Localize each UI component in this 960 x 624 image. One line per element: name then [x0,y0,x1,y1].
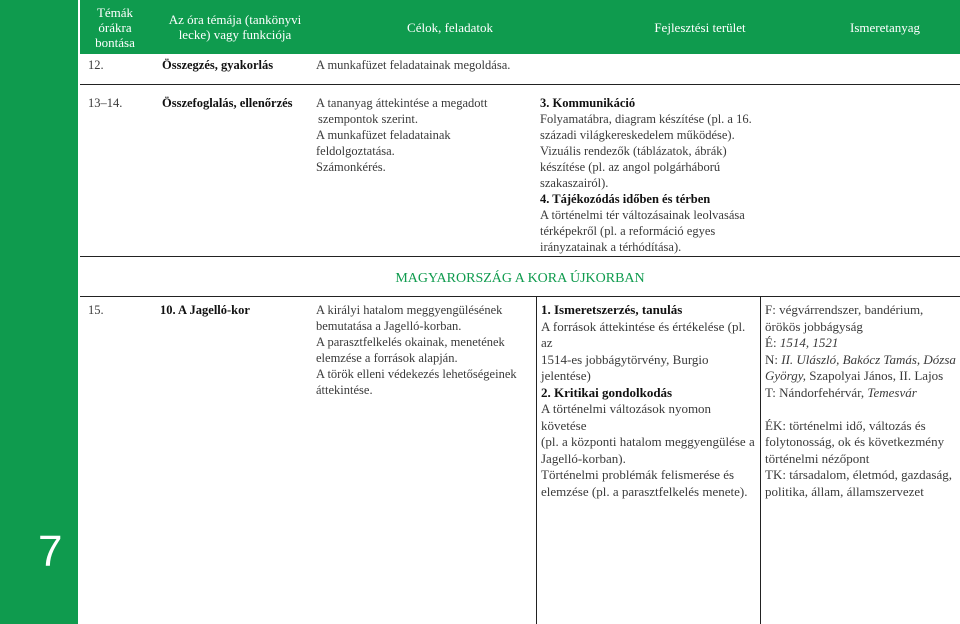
row15-task-line: elemzése a források alapján. [316,351,458,365]
row15-dev-line: A források áttekintése és értékelése (pl. az [541,318,746,350]
page-number: 7 [38,527,63,576]
row13-development [540,95,760,255]
row15-dev-heading: 1. Ismeretszerzés, tanulás [541,302,683,317]
row13-dev-line: Vizuális rendezők (táblázatok, ábrák) [540,144,727,158]
row13-dev-line: irányzatainak a térhódítása). [540,240,682,254]
header-col-lesson: Az óra témája (tankönyvi lecke) vagy funkciója [168,12,302,42]
row13-task-line: A munkafüzet feladatainak feldolgoztatása. [316,128,451,158]
header-col-topics: Témák órákra bontása [95,4,135,50]
row12-number: 12. [88,58,104,72]
knowledge-names: György, Szapolyai János, II. Lajos [765,368,944,383]
row15-tasks [316,302,531,398]
knowledge-ek: ÉK: történelmi idő, változás és [765,417,926,433]
row15-development [541,302,756,500]
row15-lesson: 10. A Jagelló-kor [160,303,250,317]
knowledge-names: N: II. Ulászló, Bakócz Tamás, Dózsa [765,351,956,367]
row12-bottom-border [80,84,960,85]
row15-dev-line: A történelmi változások nyomon követése [541,401,712,433]
row13-dev-line: készítése (pl. az angol polgárháború [540,160,721,174]
row15-task-line: A parasztfelkelés okainak, menetének [316,335,505,349]
row13-dev-line: térképekről (pl. a reformáció egyes [540,224,716,238]
row15-divider [536,297,537,624]
section-bottom-border [80,296,960,297]
row15-task-line: A királyi hatalom meggyengülésének [316,303,503,317]
row13-number: 13–14. [88,96,123,110]
knowledge-concepts: F: végvárrendszer, bandérium, [765,302,924,317]
knowledge-ek: történelmi nézőpont [765,450,870,466]
header-col-goals: Célok, feladatok [407,19,493,35]
row15-number: 15. [88,303,104,317]
row13-dev-line: Folyamatábra, diagram készítése (pl. a 16. [540,112,752,126]
row15-knowledge [765,302,960,500]
row13-dev-line: szakaszairól). [540,176,609,190]
knowledge-tk: TK: társadalom, életmód, gazdaság, [765,467,952,482]
row13-task-line: Számonkérés. [316,160,386,174]
row15-dev-line: elemzése (pl. a parasztfelkelés menete). [541,483,748,499]
row13-tasks [316,95,531,175]
knowledge-tk: politika, állam, államszervezet [765,483,924,499]
knowledge-ek: folytonosság, ok és következmény [765,434,945,449]
row12-topic: Összegzés, gyakorlás [162,58,274,72]
row13-task-line: A tananyag áttekintése a megadott [316,96,488,110]
row13-bottom-border [80,256,960,257]
row13-topic: Összefoglalás, ellenőrzés [162,96,293,110]
row12-task: A munkafüzet feladatainak megoldása. [316,58,511,72]
header-col-knowledge: Ismeretanyag [849,19,921,35]
row15-task-line: áttekintése. [316,383,373,397]
row15-task-line: bemutatása a Jagelló-korban. [316,319,462,333]
row15-task-line: A török elleni védekezés lehetőségeinek [316,367,517,381]
knowledge-concepts: örökös jobbágyság [765,318,863,334]
table-header [80,0,960,54]
row15-dev-line: (pl. a központi hatalom meggyengülése a [541,434,755,449]
knowledge-spacer [765,401,960,418]
row13-dev-heading: 4. Tájékozódás időben és térben [540,192,711,206]
row15-dev-line: Jagelló-korban). [541,450,626,466]
knowledge-places: T: Nándorfehérvár, Temesvár [765,384,917,400]
row15-dev-heading: 2. Kritikai gondolkodás [541,384,673,400]
row13-dev-heading: 3. Kommunikáció [540,96,636,110]
header-col-development: Fejlesztési terület [654,19,746,35]
row15-dev-line: 1514-es jobbágytörvény, Burgio jelentése) [541,351,709,383]
row13-dev-line: századi világkereskedelem működése). [540,128,735,142]
row15-divider [760,297,761,624]
row13-dev-line: A történelmi tér változásainak leolvasása [540,208,745,222]
section-title: MAGYARORSZÁG A KORA ÚJKORBAN [395,271,645,286]
knowledge-dates: É: 1514, 1521 [765,335,839,350]
row15-dev-line: Történelmi problémák felismerése és [541,467,735,482]
row13-task-line: szempontok szerint. [318,112,418,126]
